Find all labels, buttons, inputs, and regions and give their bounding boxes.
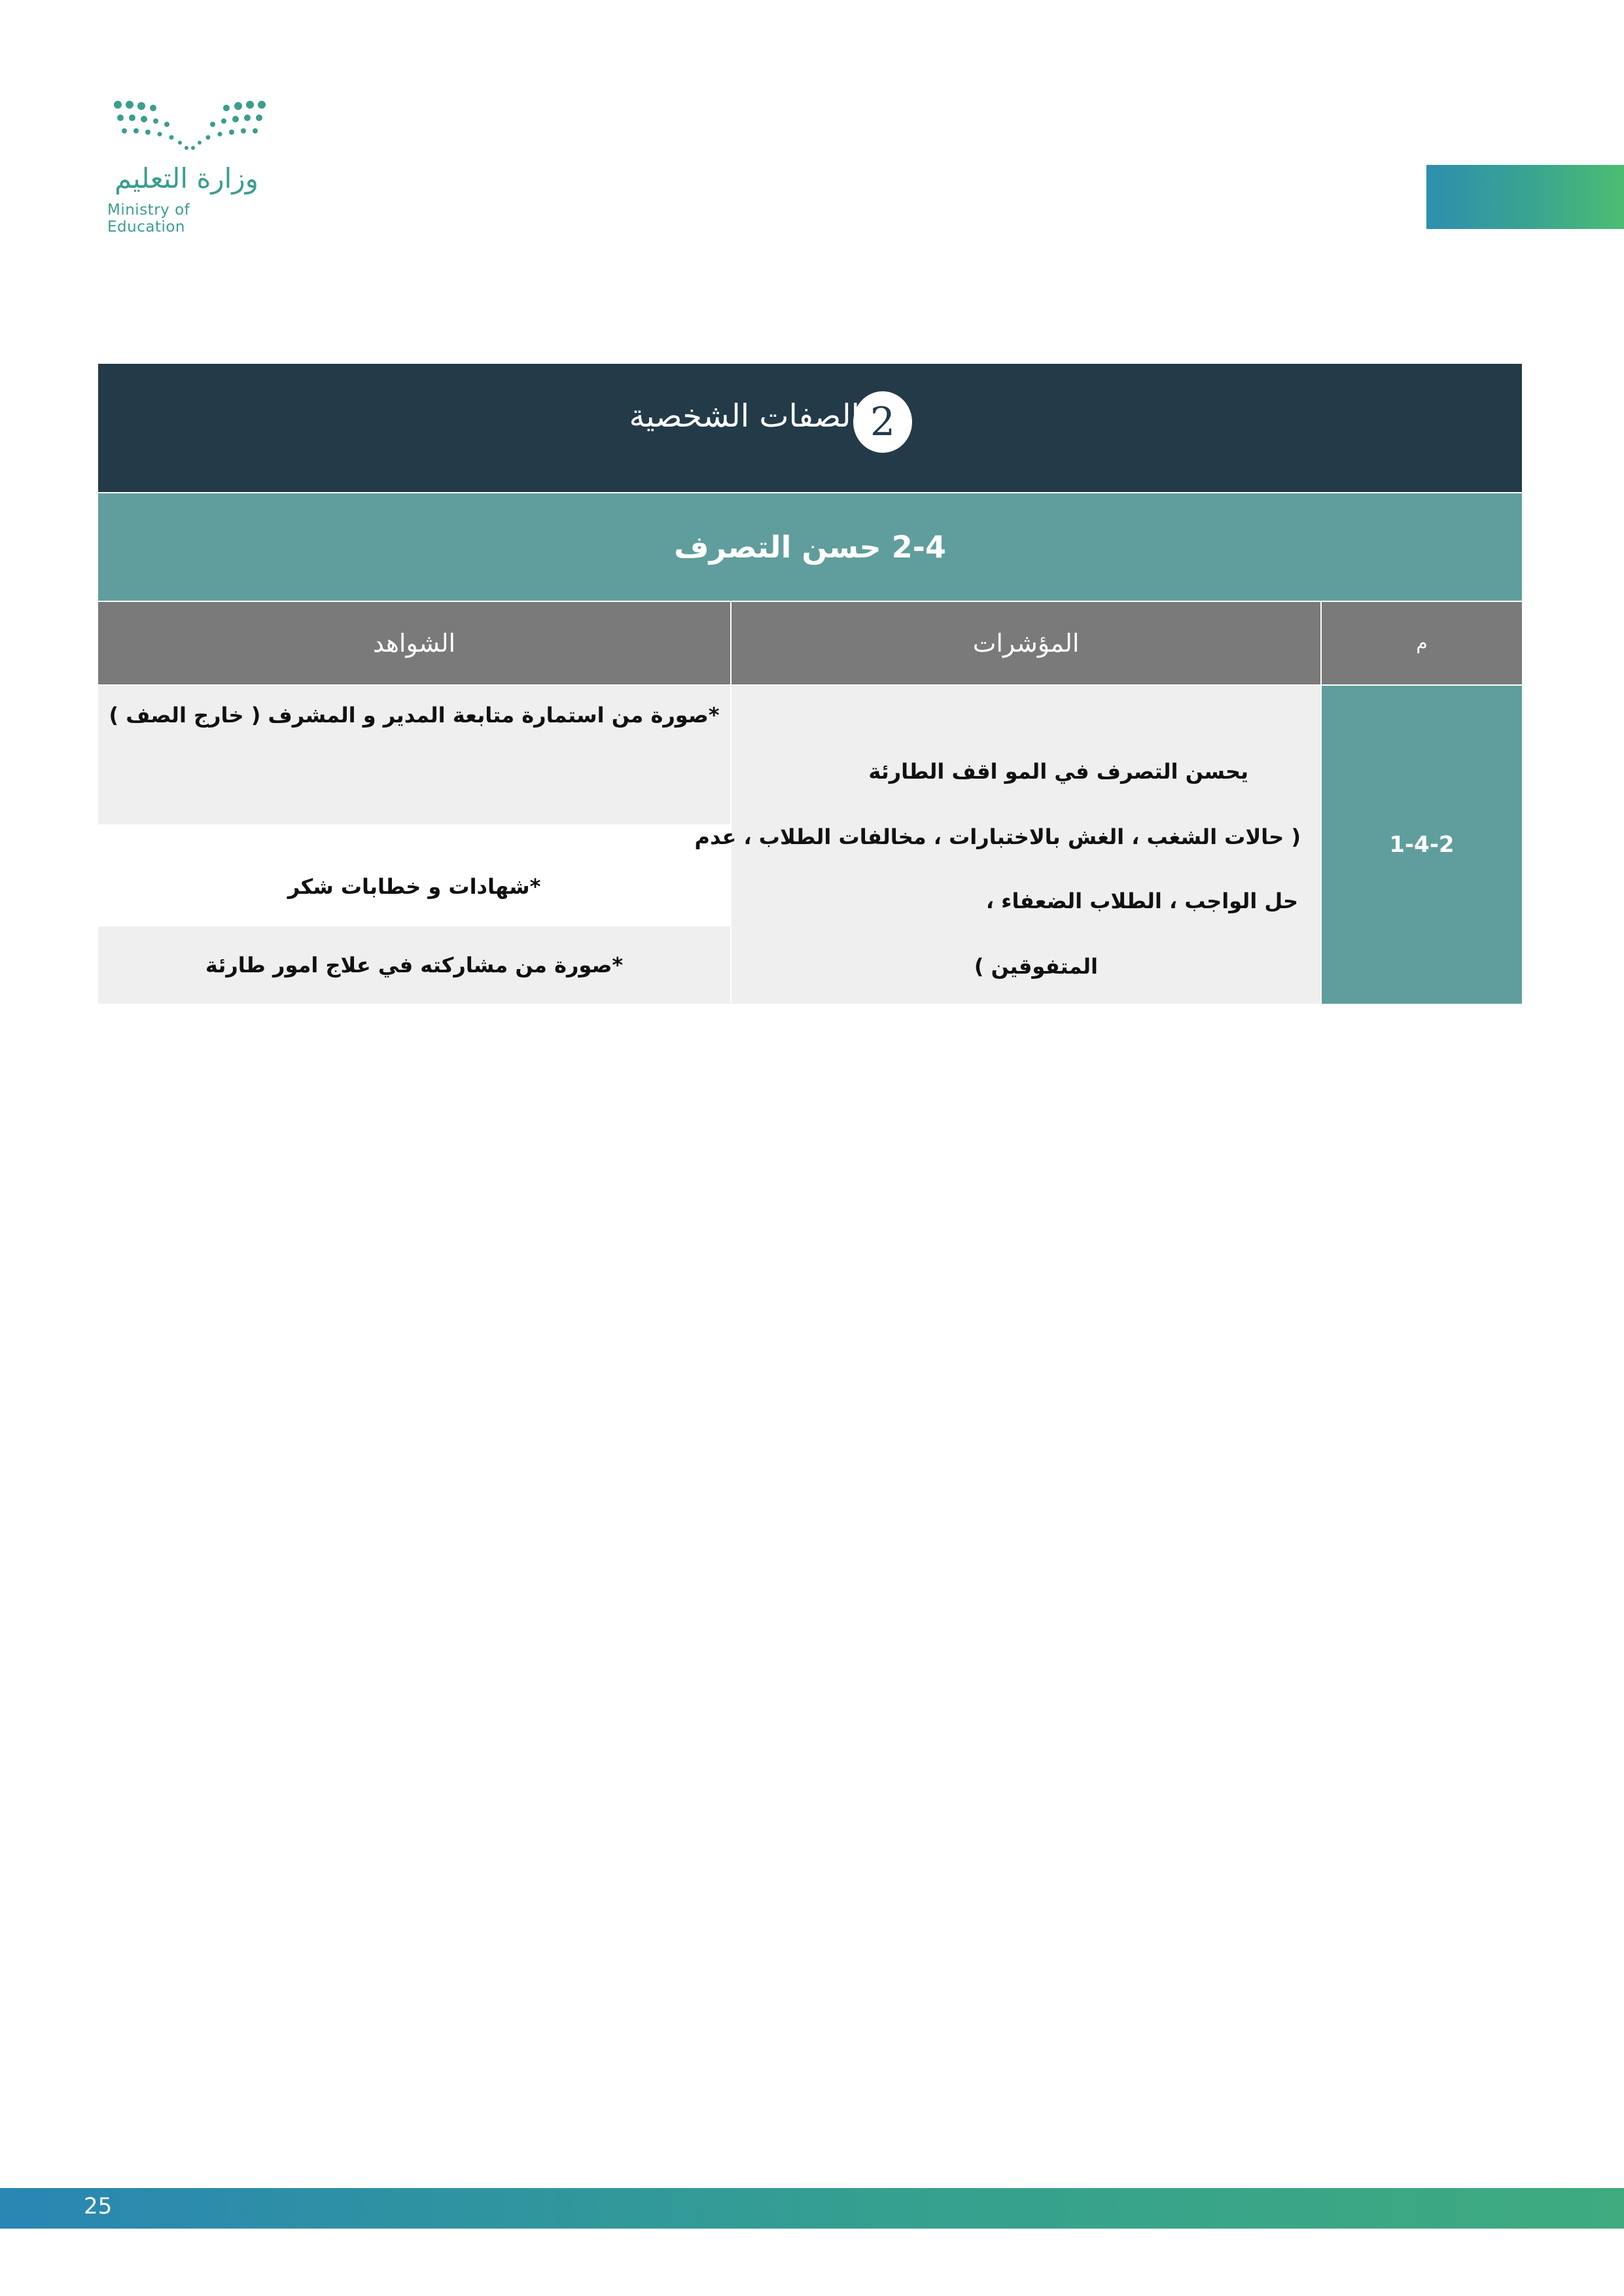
- indicators-cell: [694, 686, 1320, 1004]
- evidence-cell-1: [98, 686, 730, 824]
- evidence-cell-3: [98, 927, 730, 1004]
- ministry-logo: [105, 97, 275, 236]
- header-evidence: الشواهد: [98, 602, 730, 684]
- logo-arabic-text: وزارة التعليم: [115, 162, 258, 194]
- section-title-bar: [98, 364, 1522, 492]
- subsection-bar: [98, 493, 1522, 601]
- subsection-title: 2-4 حسن التصرف: [674, 529, 946, 565]
- logo-english-text: Ministry of Education: [107, 202, 190, 236]
- row-number-cell: 1-4-2: [1322, 686, 1522, 1004]
- indicator-line-3: حل الواجب ، الطلاب الضعفاء ،: [985, 889, 1298, 913]
- evidence-cell-2: [98, 824, 730, 927]
- header-number: م: [1322, 602, 1522, 684]
- evidence-text-3: *صورة من مشاركته في علاج امور طارئة: [205, 953, 624, 978]
- evidence-text-1: *صورة من استمارة متابعة المدير و المشرف ( خارج الصف ): [109, 703, 720, 728]
- evidence-text-2: *شهادات و خطابات شكر: [287, 874, 541, 899]
- indicator-line-1: يحسن التصرف في المو اقف الطارئة: [868, 759, 1248, 784]
- indicator-line-2: ( حالات الشغب ، الغش بالاختبارات ، مخالفات الطلاب ، عدم: [694, 824, 1301, 849]
- section-title: الصفات الشخصية: [629, 398, 860, 434]
- section-number-badge: 2: [853, 391, 912, 453]
- logo-dots-icon: [105, 97, 275, 156]
- header-indicators: المؤشرات: [732, 602, 1320, 684]
- page-number: 25: [84, 2193, 113, 2219]
- corner-accent-bar: [1426, 165, 1624, 229]
- indicator-line-4: المتفوقين ): [974, 954, 1098, 979]
- footer-bar: [0, 2188, 1624, 2229]
